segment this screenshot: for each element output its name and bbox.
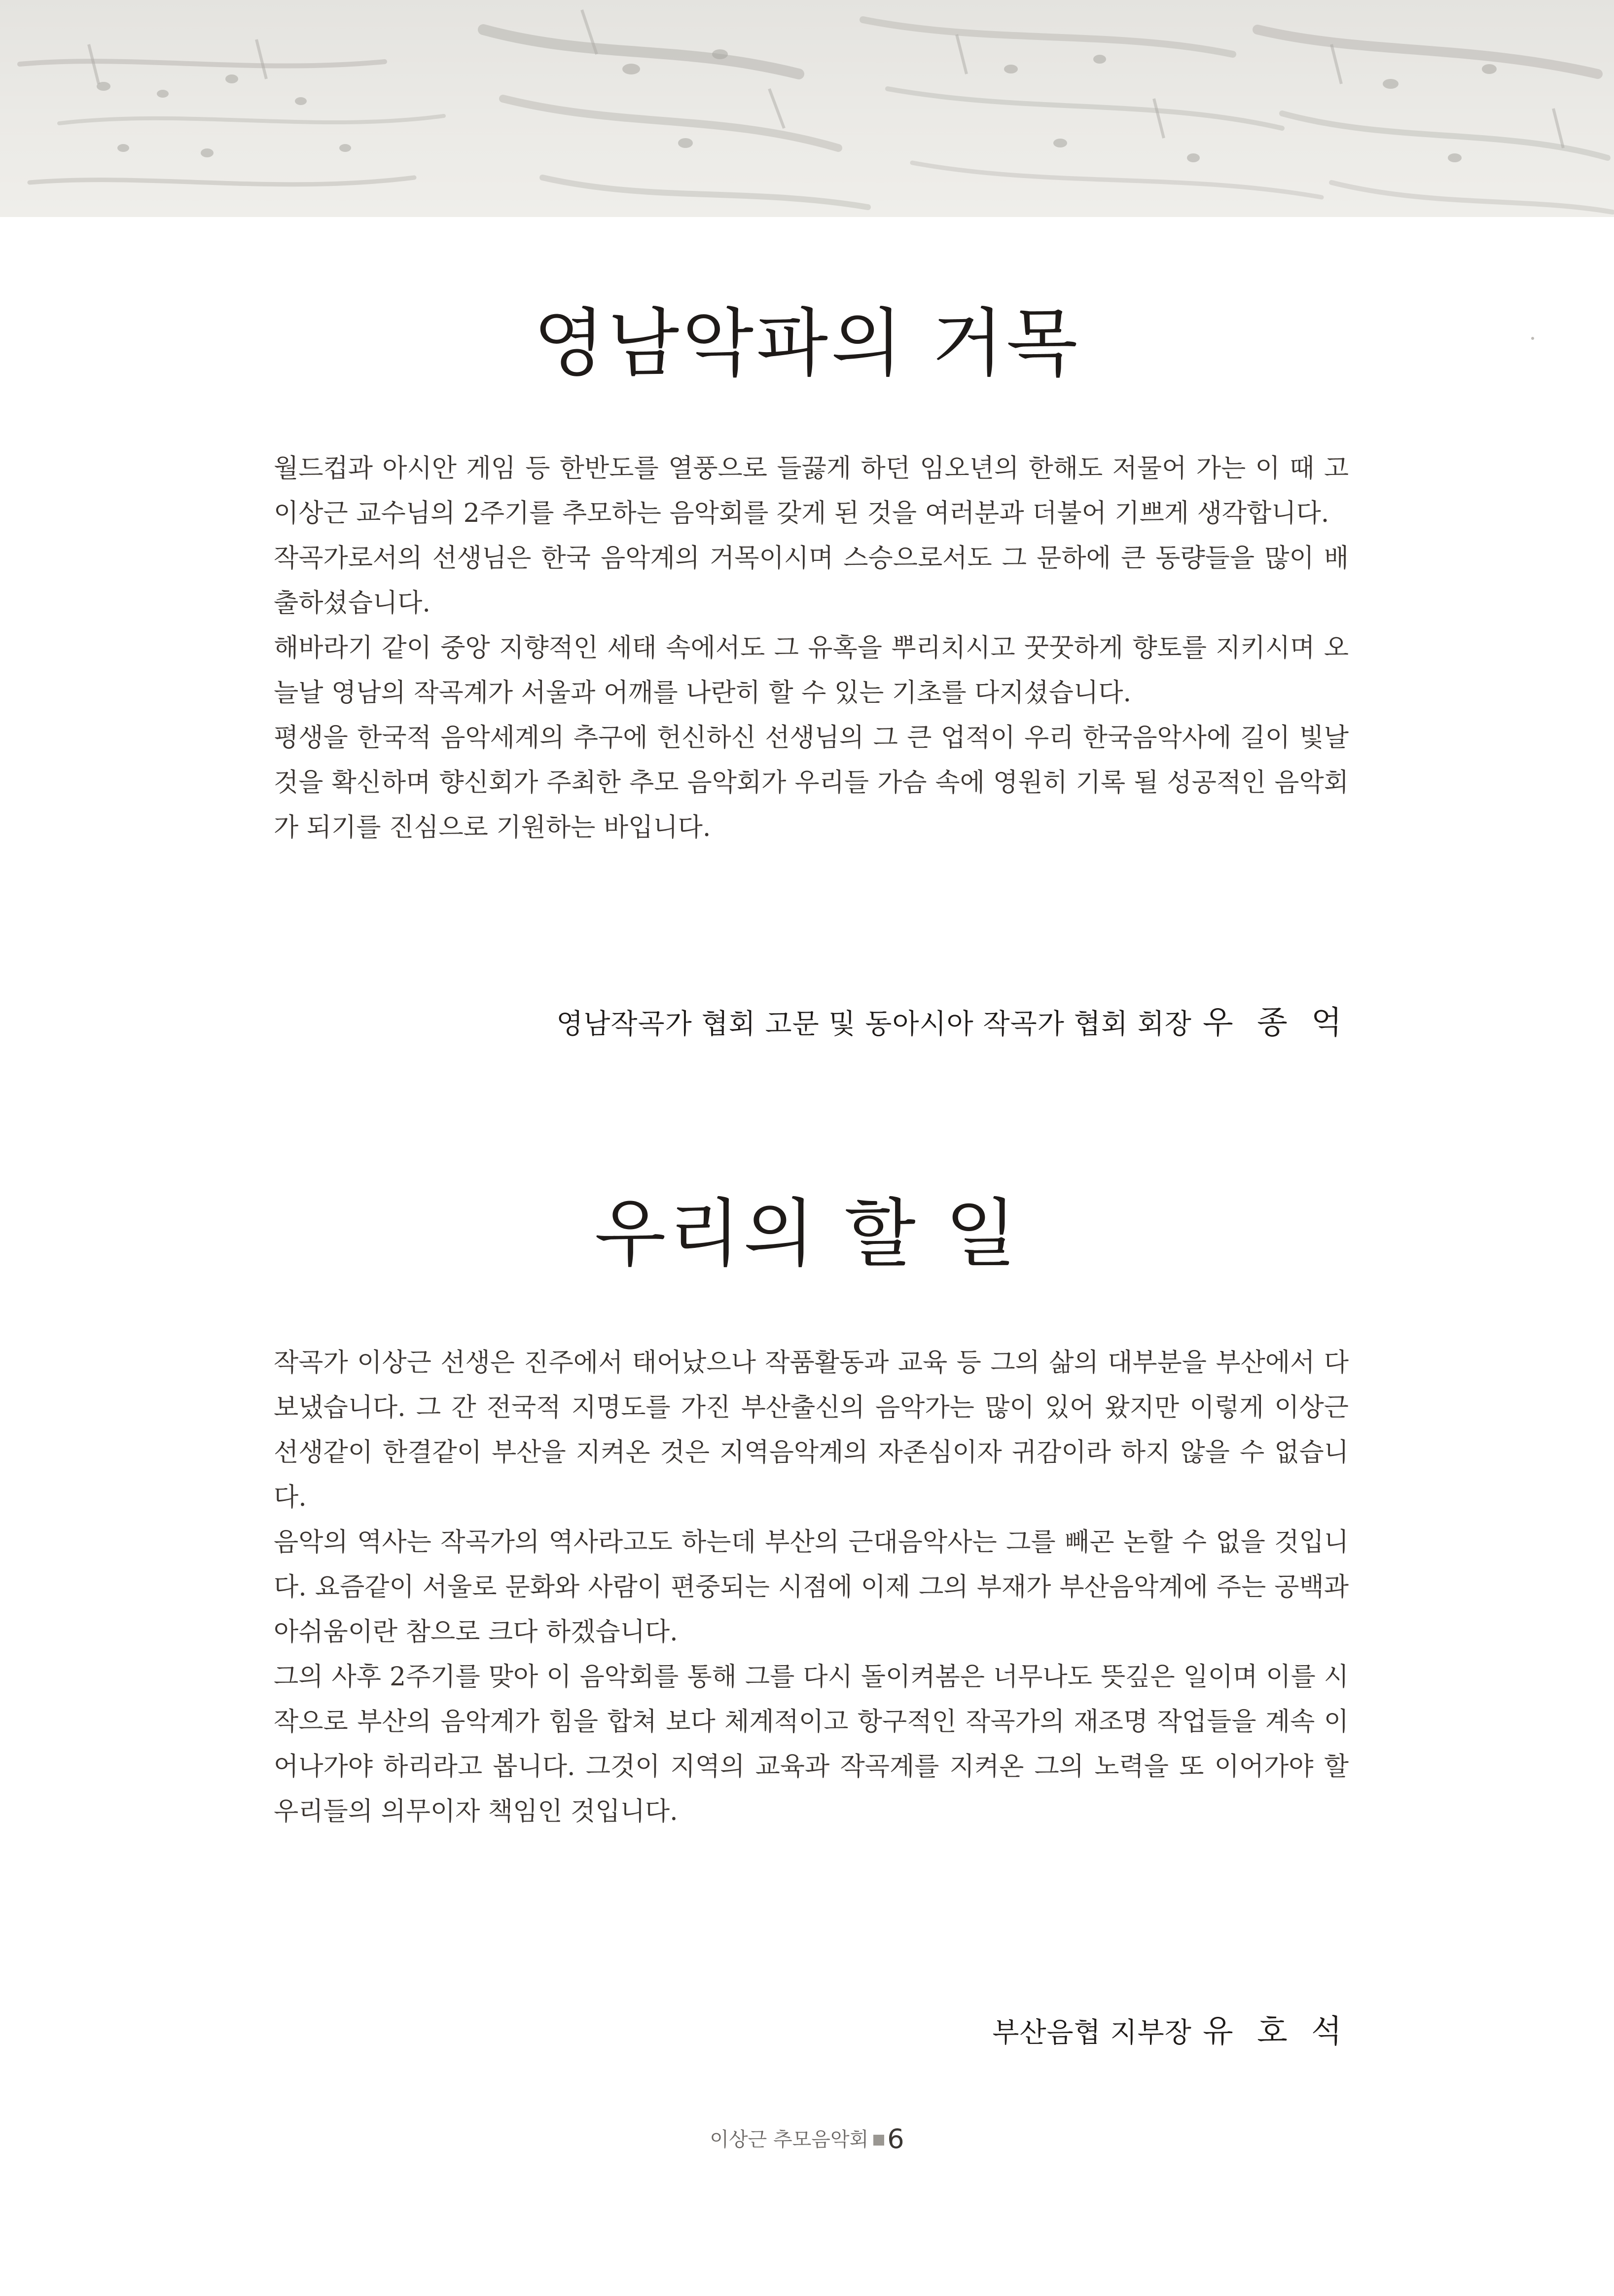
article-2-paragraph: 그의 사후 2주기를 맞아 이 음악회를 통해 그를 다시 돌이켜봄은 너무나도 뜻깊은 일이며 이를 시작으로 부산의 음악계가 힘을 합쳐 보다 체계적이고 항구적인 작곡가의 재조명 작업들을 계속 이어나가야 하리라고 봅니다. 그것이 지역의 교육과 작곡계를 지켜온 그의 노력을 또 이어가야 할 우리들의 의무이자 책임인 것입니다. bbox=[274, 1662, 1349, 1826]
publication-name: 이상근 추모음악회 bbox=[710, 2128, 869, 2151]
article-1-paragraph: 월드컵과 아시안 게임 등 한반도를 열풍으로 들끓게 하던 임오년의 한해도 저물어 가는 이 때 고 이상근 교수님의 2주기를 추모하는 음악회를 갖게 된 것을 여러분과 더불어 기쁘게 생각합니다. bbox=[274, 454, 1349, 528]
article-1-title: 영남악파의 거목 bbox=[533, 301, 1081, 387]
article-1-paragraph: 해바라기 같이 중앙 지향적인 세태 속에서도 그 유혹을 뿌리치시고 꿋꿋하게 향토를 지키시며 오늘날 영남의 작곡계가 서울과 어깨를 나란히 할 수 있는 기초를 다지셨습니다. bbox=[274, 633, 1349, 708]
article-2-signature bbox=[992, 2006, 1349, 2051]
article-1-paragraph: 평생을 한국적 음악세계의 추구에 헌신하신 선생님의 그 큰 업적이 우리 한국음악사에 길이 빛날 것을 확신하며 향신회가 주최한 추모 음악회가 우리들 가슴 속에 영원히 기록 될 성공적인 음악회가 되기를 진심으로 기원하는 바입니다. bbox=[274, 723, 1349, 842]
article-1-paragraph: 작곡가로서의 선생님은 한국 음악계의 거목이시며 스승으로서도 그 문하에 큰 동량들을 많이 배출하셨습니다. bbox=[274, 544, 1349, 618]
article-1-body bbox=[274, 446, 1349, 850]
article-2-paragraph: 작곡가 이상근 선생은 진주에서 태어났으나 작품활동과 교육 등 그의 삶의 대부분을 부산에서 다 보냈습니다. 그 간 전국적 지명도를 가진 부산출신의 음악가는 많이 있어 왔지만 이렇게 이상근 선생같이 한결같이 부산을 지켜온 것은 지역음악계의 자존심이자 귀감이라 하지 않을 수 없습니다. bbox=[274, 1348, 1349, 1512]
signature-name: 유 호 석 bbox=[1202, 2013, 1349, 2050]
article-2-title: 우리의 할 일 bbox=[594, 1191, 1020, 1277]
square-bullet-icon bbox=[873, 2135, 884, 2146]
signature-role: 영남작곡가 협회 고문 및 동아시아 작곡가 협회 회장 bbox=[556, 1008, 1192, 1040]
music-manuscript-header-image bbox=[0, 0, 1614, 217]
signature-role: 부산음협 지부장 bbox=[992, 2017, 1192, 2049]
article-2-paragraph: 음악의 역사는 작곡가의 역사라고도 하는데 부산의 근대음악사는 그를 빼곤 논할 수 없을 것입니다. 요즘같이 서울로 문화와 사람이 편중되는 시점에 이제 그의 부재가 부산음악계에 주는 공백과 아쉬움이란 참으로 크다 하겠습니다. bbox=[274, 1528, 1349, 1647]
article-1-signature bbox=[556, 997, 1349, 1043]
signature-name: 우 종 억 bbox=[1202, 1005, 1349, 1041]
page-number: 6 bbox=[887, 2123, 904, 2154]
article-2-body bbox=[274, 1341, 1349, 1834]
page-footer bbox=[0, 2123, 1614, 2154]
